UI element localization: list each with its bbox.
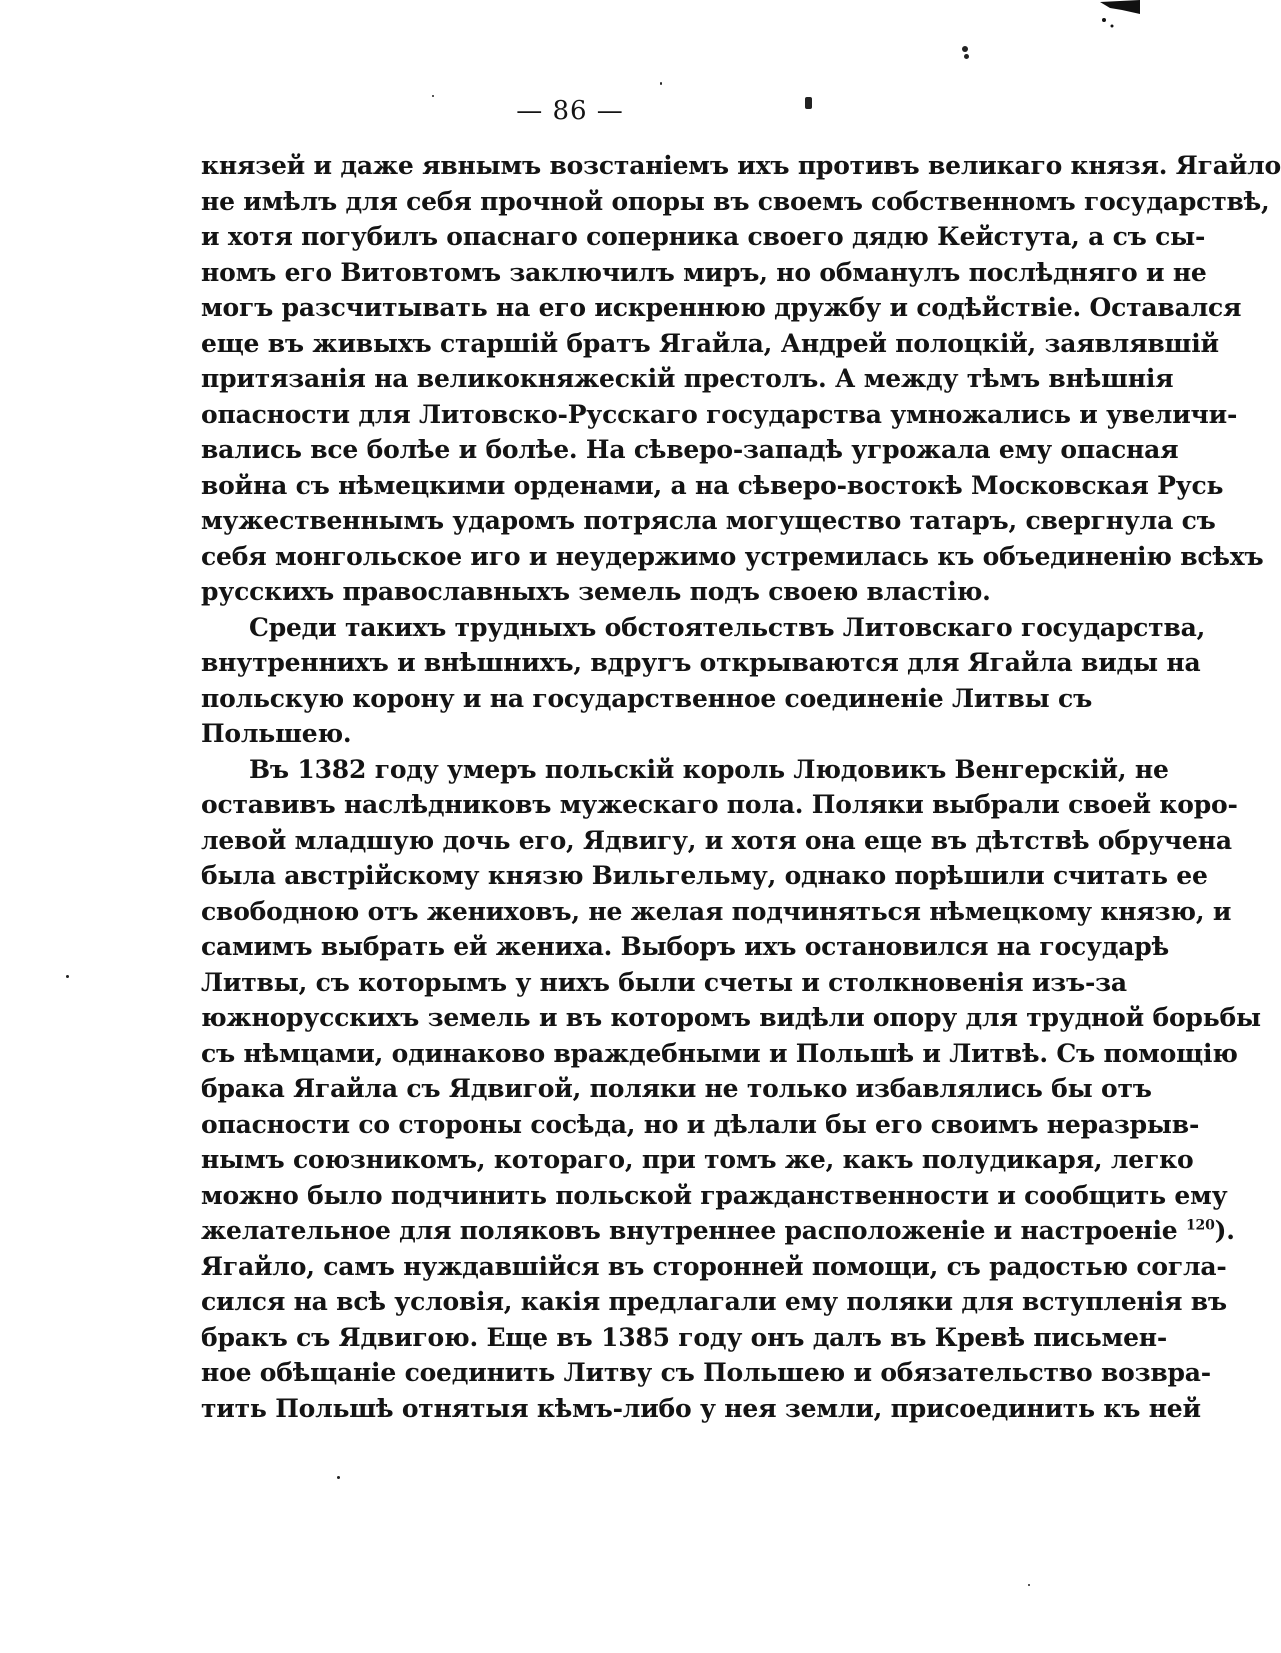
line-text: желательное для поляковъ внутреннее расположеніе и настроеніе xyxy=(201,1216,1178,1245)
text-line xyxy=(201,716,1074,752)
line-text: могъ разсчитывать на его искреннюю дружбу и содѣйствіе. Оставался xyxy=(201,293,1242,322)
text-line xyxy=(201,752,1169,788)
scan-speck xyxy=(962,46,968,52)
line-text: вались все болѣе и болѣе. На сѣверо-западѣ угрожала ему опасная xyxy=(201,435,1179,464)
line-text: тить Польшѣ отнятыя кѣмъ-либо у нея земли, присоединить къ ней xyxy=(201,1393,1201,1423)
line-text: была австрійскому князю Вильгельму, однако порѣшили считать ее xyxy=(201,861,1208,890)
line-text: левой младшую дочь его, Ядвигу, и хотя она еще въ дѣтствѣ обручена xyxy=(201,825,1232,855)
text-line xyxy=(201,539,1264,575)
text-line xyxy=(201,681,1093,717)
text-line xyxy=(201,1071,1152,1107)
scan-speck xyxy=(964,54,969,59)
text-line xyxy=(201,432,1179,468)
scan-speck xyxy=(660,82,662,85)
text-line xyxy=(201,823,1232,859)
text-line xyxy=(201,148,1281,184)
line-text: бракъ съ Ядвигою. Еще въ 1385 году онъ далъ въ Кревѣ письмен- xyxy=(201,1322,1168,1352)
text-line xyxy=(201,468,1224,504)
line-text: война съ нѣмецкими орденами, а на сѣверо-востокѣ Московская Русь xyxy=(201,470,1224,500)
text-line xyxy=(201,610,1206,646)
text-line xyxy=(201,290,1242,326)
line-text: Литвы, съ которымъ у нихъ были счеты и столкновенія изъ-за xyxy=(201,967,1127,997)
line-text: русскихъ православныхъ земель подъ своею властію. xyxy=(201,577,991,606)
text-line xyxy=(201,929,1169,965)
text-line xyxy=(201,397,1238,433)
scan-speck xyxy=(1028,1584,1030,1586)
text-line xyxy=(201,1000,1261,1036)
line-text: можно было подчинить польской гражданственности и сообщить ему xyxy=(201,1180,1228,1210)
line-text: брака Ягайла съ Ядвигой, поляки не только избавлялись бы отъ xyxy=(201,1074,1152,1103)
paragraph xyxy=(201,610,1206,752)
text-line xyxy=(201,787,1238,823)
text-line xyxy=(201,1107,1200,1143)
text-line xyxy=(201,574,1074,610)
line-text: мужественнымъ ударомъ потрясла могущество татаръ, свергнула съ xyxy=(201,506,1216,535)
text-line xyxy=(201,1249,1227,1285)
text-line xyxy=(201,184,1270,220)
line-text: оставивъ наслѣдниковъ мужескаго пола. Поляки выбрали своей коро- xyxy=(201,790,1238,819)
text-line xyxy=(201,645,1201,681)
text-line xyxy=(201,1284,1227,1320)
line-text: ное обѣщаніе соединить Литву съ Польшею и обязательство возвра- xyxy=(201,1358,1211,1387)
text-line xyxy=(201,1355,1211,1391)
line-text: Среди такихъ трудныхъ обстоятельствъ Литовскаго государства, xyxy=(249,612,1206,642)
text-line xyxy=(201,503,1216,539)
text-line xyxy=(201,361,1174,397)
line-text: и хотя погубилъ опаснаго соперника своего дядю Кейстута, а съ сы- xyxy=(201,222,1206,251)
page-number: — 86 — xyxy=(516,96,624,126)
text-line xyxy=(201,1142,1194,1178)
text-line xyxy=(201,1391,1201,1427)
line-text: съ нѣмцами, одинаково враждебными и Польшѣ и Литвѣ. Съ помощію xyxy=(201,1038,1238,1068)
line-text: не имѣлъ для себя прочной опоры въ своемъ собственномъ государствѣ, xyxy=(201,186,1270,216)
scan-speck xyxy=(66,975,69,978)
line-text: внутреннихъ и внѣшнихъ, вдругъ открываются для Ягайла виды на xyxy=(201,648,1201,677)
text-line xyxy=(201,1036,1238,1072)
line-text: Въ 1382 году умеръ польскій король Людовикъ Венгерскій, не xyxy=(249,754,1169,784)
line-text: южнорусскихъ земель и въ которомъ видѣли опору для трудной борьбы xyxy=(201,1003,1261,1032)
body-text xyxy=(201,148,1281,1426)
scan-edge-mark xyxy=(1060,0,1140,40)
line-text: опасности для Литовско-Русскаго государства умножались и увеличи- xyxy=(201,399,1238,429)
paragraph xyxy=(201,752,1261,1427)
footnote-reference[interactable]: 120 xyxy=(1186,1217,1215,1234)
line-text: Ягайло, самъ нуждавшійся въ сторонней помощи, съ радостью согла- xyxy=(201,1251,1227,1281)
text-line xyxy=(201,965,1127,1001)
line-text: сился на всѣ условія, какія предлагали ему поляки для вступленія въ xyxy=(201,1287,1227,1316)
line-text: Польшею. xyxy=(201,719,352,748)
line-text: притязанія на великокняжескій престолъ. А между тѣмъ внѣшнія xyxy=(201,364,1174,393)
paragraph xyxy=(201,148,1281,610)
text-line xyxy=(201,1178,1228,1214)
line-text: свободною отъ жениховъ, не желая подчиняться нѣмецкому князю, и xyxy=(201,896,1232,926)
line-text: номъ его Витовтомъ заключилъ миръ, но обманулъ послѣдняго и не xyxy=(201,257,1207,287)
text-line xyxy=(201,326,1219,362)
text-line xyxy=(201,858,1208,894)
scan-speck xyxy=(337,1476,340,1479)
text-line xyxy=(201,894,1232,930)
line-text: самимъ выбрать ей жениха. Выборъ ихъ остановился на государѣ xyxy=(201,932,1169,961)
footnote-tail: ). xyxy=(1214,1216,1235,1245)
line-text: опасности со стороны сосѣда, но и дѣлали бы его своимъ неразрыв- xyxy=(201,1109,1200,1139)
line-text: польскую корону и на государственное соединеніе Литвы съ xyxy=(201,683,1093,713)
line-text: себя монгольское иго и неудержимо устремилась къ объединенію всѣхъ xyxy=(201,541,1264,571)
text-line xyxy=(201,1320,1168,1356)
text-line xyxy=(201,1213,1235,1249)
line-text: еще въ живыхъ старшій братъ Ягайла, Андрей полоцкій, заявлявшій xyxy=(201,328,1219,358)
text-line xyxy=(201,255,1207,291)
text-line xyxy=(201,219,1206,255)
line-text: князей и даже явнымъ возстаніемъ ихъ противъ великаго князя. Ягайло xyxy=(201,151,1281,180)
line-text: нымъ союзникомъ, котораго, при томъ же, какъ полудикаря, легко xyxy=(201,1145,1194,1174)
